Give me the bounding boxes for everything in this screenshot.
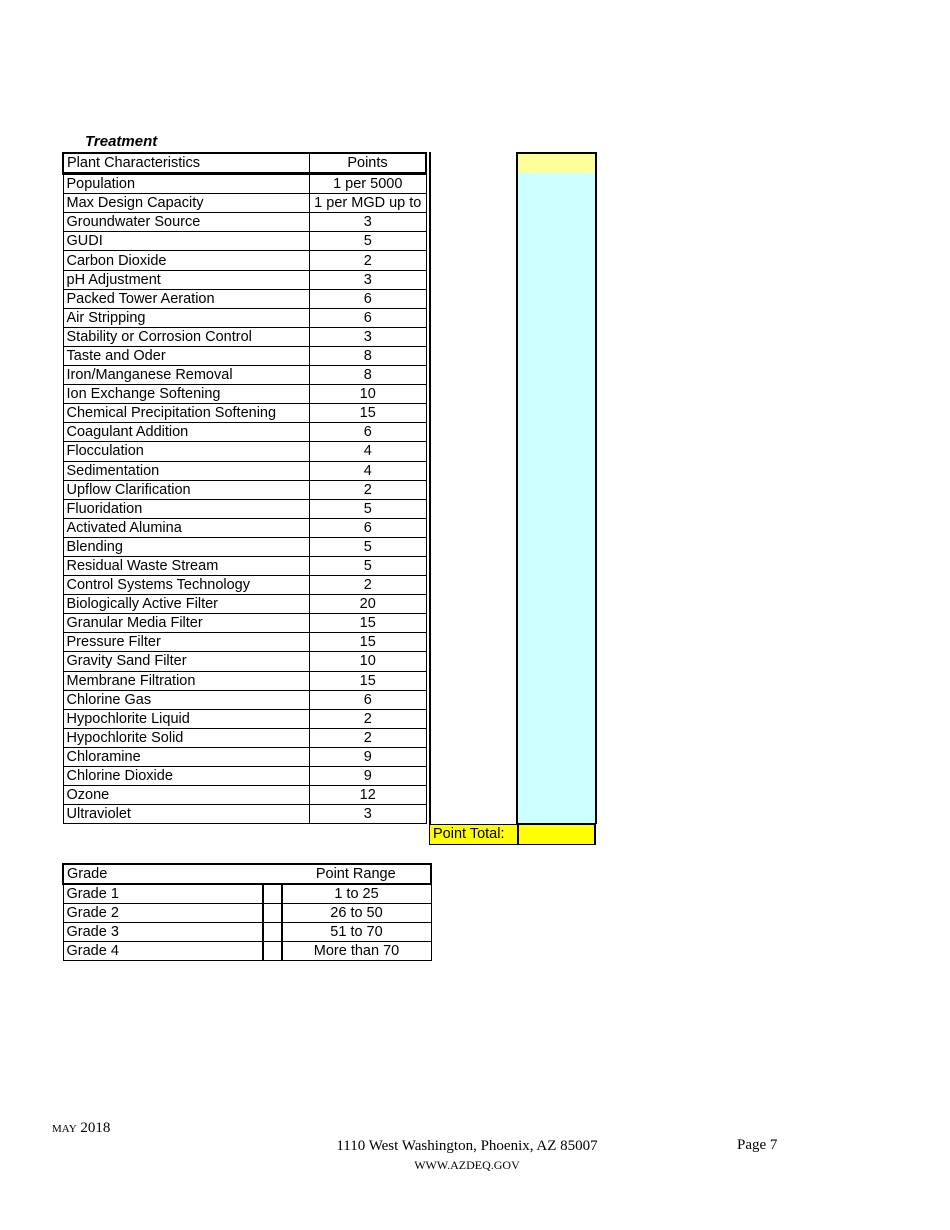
table-row (63, 614, 426, 633)
table-row (63, 786, 426, 805)
grade-row (63, 942, 431, 961)
footer-month: MAY (52, 1123, 77, 1135)
characteristic-points: 4 (310, 461, 427, 480)
characteristic-name: Iron/Manganese Removal (63, 366, 310, 385)
characteristic-points: 5 (310, 232, 427, 251)
characteristic-points: 6 (310, 518, 427, 537)
footer-date (52, 1120, 110, 1137)
characteristic-name: Control Systems Technology (63, 576, 310, 595)
footer-website: WWW.AZDEQ.GOV (414, 1158, 520, 1172)
table-row (63, 308, 426, 327)
characteristic-name: Stability or Corrosion Control (63, 327, 310, 346)
characteristic-name: Max Design Capacity (63, 194, 310, 213)
characteristic-name: Biologically Active Filter (63, 595, 310, 614)
characteristic-points: 2 (310, 728, 427, 747)
characteristic-name: Ion Exchange Softening (63, 385, 310, 404)
characteristic-points: 2 (310, 576, 427, 595)
characteristic-name: Chloramine (63, 747, 310, 766)
characteristic-points: 10 (310, 385, 427, 404)
table-row (63, 404, 426, 423)
table-row (63, 595, 426, 614)
grade-checkbox[interactable] (263, 923, 282, 942)
characteristic-points: 1 per 5000 (310, 174, 427, 194)
characteristic-name: Blending (63, 537, 310, 556)
characteristic-name: Sedimentation (63, 461, 310, 480)
table-row (63, 423, 426, 442)
characteristic-points: 5 (310, 537, 427, 556)
table-row (63, 194, 426, 213)
table-row (63, 174, 426, 194)
characteristic-name: Air Stripping (63, 308, 310, 327)
characteristic-name: Granular Media Filter (63, 614, 310, 633)
point-total-row (429, 824, 596, 845)
grade-checkbox[interactable] (263, 904, 282, 923)
table-row (63, 270, 426, 289)
characteristic-name: pH Adjustment (63, 270, 310, 289)
grade-checkbox[interactable] (263, 942, 282, 961)
grade-point-range: 51 to 70 (282, 923, 432, 942)
characteristic-name: Hypochlorite Solid (63, 728, 310, 747)
characteristic-points: 1 per MGD up to (310, 194, 427, 213)
characteristic-points: 4 (310, 442, 427, 461)
grade-point-range: More than 70 (282, 942, 432, 961)
table-row (63, 327, 426, 346)
characteristic-name: Packed Tower Aeration (63, 289, 310, 308)
column-header-characteristics: Plant Characteristics (63, 153, 310, 174)
characteristic-points: 9 (310, 767, 427, 786)
table-row (63, 690, 426, 709)
characteristic-points: 15 (310, 404, 427, 423)
grade-point-range: 26 to 50 (282, 904, 432, 923)
grade-row (63, 884, 431, 904)
grade-name: Grade 4 (63, 942, 263, 961)
characteristic-name: Hypochlorite Liquid (63, 709, 310, 728)
grade-name: Grade 2 (63, 904, 263, 923)
characteristic-name: Upflow Clarification (63, 480, 310, 499)
table-row (63, 671, 426, 690)
characteristic-points: 12 (310, 786, 427, 805)
characteristic-name: Ultraviolet (63, 805, 310, 824)
grade-row (63, 923, 431, 942)
characteristic-points: 3 (310, 270, 427, 289)
table-row (63, 442, 426, 461)
grade-table (62, 863, 432, 961)
table-row (63, 747, 426, 766)
characteristic-name: Taste and Oder (63, 346, 310, 365)
characteristic-name: Membrane Filtration (63, 671, 310, 690)
score-header-cell[interactable] (516, 152, 597, 175)
section-title: Treatment (85, 133, 158, 150)
footer-page-number: Page 7 (737, 1137, 778, 1153)
table-row (63, 537, 426, 556)
table-row (63, 366, 426, 385)
characteristic-points: 5 (310, 499, 427, 518)
table-row (63, 289, 426, 308)
grade-header-row (63, 864, 431, 884)
characteristic-name: Pressure Filter (63, 633, 310, 652)
table-row (63, 461, 426, 480)
characteristic-name: Ozone (63, 786, 310, 805)
characteristic-name: Flocculation (63, 442, 310, 461)
score-entry-column[interactable] (516, 173, 597, 824)
table-row (63, 633, 426, 652)
column-header-points: Points (310, 153, 427, 174)
characteristic-name: GUDI (63, 232, 310, 251)
spacer-column (429, 152, 518, 824)
table-row (63, 213, 426, 232)
characteristic-points: 6 (310, 423, 427, 442)
grade-point-range: 1 to 25 (282, 884, 432, 904)
table-row (63, 805, 426, 824)
footer-year: 2018 (80, 1120, 111, 1136)
characteristic-points: 15 (310, 633, 427, 652)
table-row (63, 518, 426, 537)
table-row (63, 499, 426, 518)
characteristic-points: 6 (310, 308, 427, 327)
characteristic-points: 8 (310, 346, 427, 365)
grade-column-header: Grade (63, 864, 263, 884)
characteristic-points: 3 (310, 805, 427, 824)
characteristic-name: Groundwater Source (63, 213, 310, 232)
characteristic-points: 3 (310, 327, 427, 346)
point-total-label: Point Total: (430, 825, 519, 844)
characteristic-points: 9 (310, 747, 427, 766)
grade-row (63, 904, 431, 923)
table-row (63, 556, 426, 575)
table-row (63, 576, 426, 595)
characteristic-name: Coagulant Addition (63, 423, 310, 442)
characteristic-name: Fluoridation (63, 499, 310, 518)
table-row (63, 652, 426, 671)
characteristic-points: 15 (310, 671, 427, 690)
characteristic-points: 10 (310, 652, 427, 671)
characteristic-points: 20 (310, 595, 427, 614)
table-row (63, 232, 426, 251)
grade-name: Grade 1 (63, 884, 263, 904)
characteristic-name: Chlorine Gas (63, 690, 310, 709)
grade-name: Grade 3 (63, 923, 263, 942)
grade-checkbox[interactable] (263, 884, 282, 904)
characteristic-points: 5 (310, 556, 427, 575)
characteristic-points: 2 (310, 709, 427, 728)
point-range-column-header: Point Range (282, 864, 432, 884)
characteristic-name: Gravity Sand Filter (63, 652, 310, 671)
characteristic-name: Activated Alumina (63, 518, 310, 537)
table-row (63, 767, 426, 786)
characteristic-points: 3 (310, 213, 427, 232)
footer-address: 1110 West Washington, Phoenix, AZ 85007 (336, 1138, 598, 1154)
characteristic-points: 8 (310, 366, 427, 385)
table-row (63, 480, 426, 499)
characteristic-points: 15 (310, 614, 427, 633)
plant-characteristics-table (62, 152, 427, 824)
table-row (63, 251, 426, 270)
characteristic-points: 6 (310, 690, 427, 709)
table-row (63, 385, 426, 404)
characteristic-name: Carbon Dioxide (63, 251, 310, 270)
characteristic-points: 2 (310, 480, 427, 499)
characteristic-name: Population (63, 174, 310, 194)
table-row (63, 346, 426, 365)
characteristic-name: Chlorine Dioxide (63, 767, 310, 786)
characteristic-points: 6 (310, 289, 427, 308)
table-header-row (63, 153, 426, 174)
table-row (63, 709, 426, 728)
table-row (63, 728, 426, 747)
characteristic-points: 2 (310, 251, 427, 270)
characteristic-name: Chemical Precipitation Softening (63, 404, 310, 423)
characteristic-name: Residual Waste Stream (63, 556, 310, 575)
